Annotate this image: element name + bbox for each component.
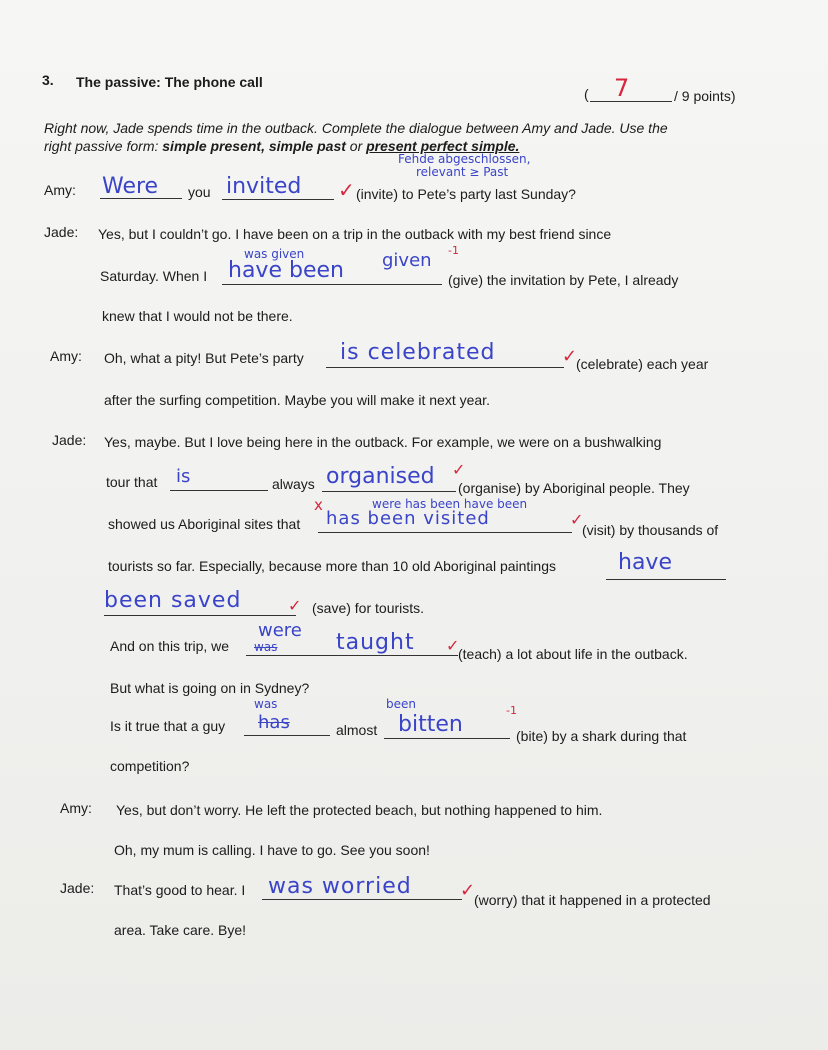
blank-4 <box>326 366 564 368</box>
text-bite: (bite) by a shark during that <box>516 728 687 744</box>
speaker-jade-3: Jade: <box>60 880 95 896</box>
speaker-amy-1: Amy: <box>44 182 76 198</box>
answer-2: invited <box>226 174 302 199</box>
answer-9: taught <box>336 630 415 655</box>
check-mark-3: ✓ <box>452 460 466 479</box>
answer-9-correction: were <box>258 620 302 641</box>
blank-8 <box>606 578 726 580</box>
text-give: (give) the invitation by Pete, I already <box>448 272 679 288</box>
exercise-number: 3. <box>42 72 54 88</box>
answer-4: is celebrated <box>340 340 496 365</box>
text-showed-us: showed us Aboriginal sites that <box>108 516 301 532</box>
blank-11 <box>244 734 330 736</box>
answer-3: have been <box>228 258 344 283</box>
answer-10-correction: was <box>254 697 278 711</box>
text-on-this-trip: And on this trip, we <box>110 638 230 654</box>
answer-8-part-1: have <box>618 550 672 575</box>
blank-6 <box>322 490 456 492</box>
answer-8-part-2: been saved <box>104 588 242 613</box>
text-organise: (organise) by Aboriginal people. They <box>458 480 690 496</box>
speaker-amy-3: Amy: <box>60 800 92 816</box>
text-line-2: Yes, but I couldn’t go. I have been on a trip in the outback with my best friend since <box>98 226 612 242</box>
answer-7-corrections: were has been have been <box>372 497 528 511</box>
text-take-care: area. Take care. Bye! <box>114 922 247 938</box>
text-teach: (teach) a lot about life in the outback. <box>458 646 688 662</box>
score-open: ( <box>584 86 589 102</box>
text-invite: (invite) to Pete’s party last Sunday? <box>356 186 576 202</box>
answer-10: bitten <box>398 712 463 737</box>
teacher-note-line-1: Fehde abgeschlossen, <box>398 152 531 166</box>
blank-7 <box>318 531 572 533</box>
blank-12 <box>384 737 510 739</box>
score-total: / 9 points) <box>674 88 736 104</box>
check-mark-4: ✓ <box>570 510 584 529</box>
check-mark-5: ✓ <box>288 596 302 615</box>
answer-10-correction-2: been <box>386 697 416 711</box>
text-pity: Oh, what a pity! But Pete’s party <box>104 350 304 366</box>
text-is-it-true: Is it true that a guy <box>110 718 226 734</box>
answer-6: organised <box>326 464 435 489</box>
blank-5 <box>170 489 268 491</box>
minus-mark-2: -1 <box>506 704 517 717</box>
score-blank <box>590 100 672 102</box>
instruction-forms: simple present, simple past <box>162 138 346 154</box>
text-when-i: Saturday. When I <box>100 268 208 284</box>
instruction-or: or <box>345 138 367 154</box>
text-line-4: knew that I would not be there. <box>102 308 293 324</box>
answer-10-crossed: has <box>258 712 290 733</box>
speaker-jade-1: Jade: <box>44 224 79 240</box>
text-competition: competition? <box>110 758 190 774</box>
speaker-jade-2: Jade: <box>52 432 87 448</box>
text-celebrate: (celebrate) each year <box>576 356 709 372</box>
check-mark-7: ✓ <box>460 880 476 901</box>
text-sydney: But what is going on in Sydney? <box>110 680 310 696</box>
blank-9 <box>104 614 296 616</box>
text-line-17: Oh, my mum is calling. I have to go. See you soon! <box>114 842 430 858</box>
teacher-note-line-2: relevant ≥ Past <box>416 165 509 179</box>
speaker-amy-2: Amy: <box>50 348 82 364</box>
answer-3-correction: was given <box>244 247 305 261</box>
answer-9-crossed: was <box>254 640 278 654</box>
exercise-title: The passive: The phone call <box>76 74 263 90</box>
text-tour-that: tour that <box>106 474 158 490</box>
answer-11: was worried <box>268 874 412 899</box>
score-value: 7 <box>614 74 630 102</box>
answer-7: has been visited <box>326 508 490 529</box>
check-mark-6: ✓ <box>446 636 460 655</box>
text-line-16: Yes, but don’t worry. He left the protected beach, but nothing happened to him. <box>116 802 603 818</box>
answer-1: Were <box>102 174 159 199</box>
text-worry: (worry) that it happened in a protected <box>474 892 711 908</box>
text-almost: almost <box>336 722 378 738</box>
text-you: you <box>188 184 211 200</box>
text-visit: (visit) by thousands of <box>582 522 719 538</box>
check-mark-2: ✓ <box>562 346 578 367</box>
text-good-to-hear: That’s good to hear. I <box>114 882 246 898</box>
text-save: (save) for tourists. <box>312 600 425 616</box>
answer-3-extra: given <box>382 250 432 271</box>
text-line-7: Yes, maybe. But I love being here in the outback. For example, we were on a bushwalking <box>104 434 662 450</box>
check-mark-1: ✓ <box>338 178 355 202</box>
text-always: always <box>272 476 315 492</box>
answer-5: is <box>176 466 191 487</box>
minus-mark-1: -1 <box>448 244 459 257</box>
text-line-10: tourists so far. Especially, because more than 10 old Aboriginal paintings <box>108 558 556 574</box>
blank-3 <box>222 283 442 285</box>
instruction-start: right passive form: <box>44 138 163 154</box>
instruction-line-1: Right now, Jade spends time in the outback. Complete the dialogue between Amy and Jade. Use the <box>44 120 668 136</box>
cross-mark: x <box>314 496 323 514</box>
instruction-end: present perfect simple. <box>366 138 520 154</box>
text-line-6: after the surfing competition. Maybe you will make it next year. <box>104 392 490 408</box>
